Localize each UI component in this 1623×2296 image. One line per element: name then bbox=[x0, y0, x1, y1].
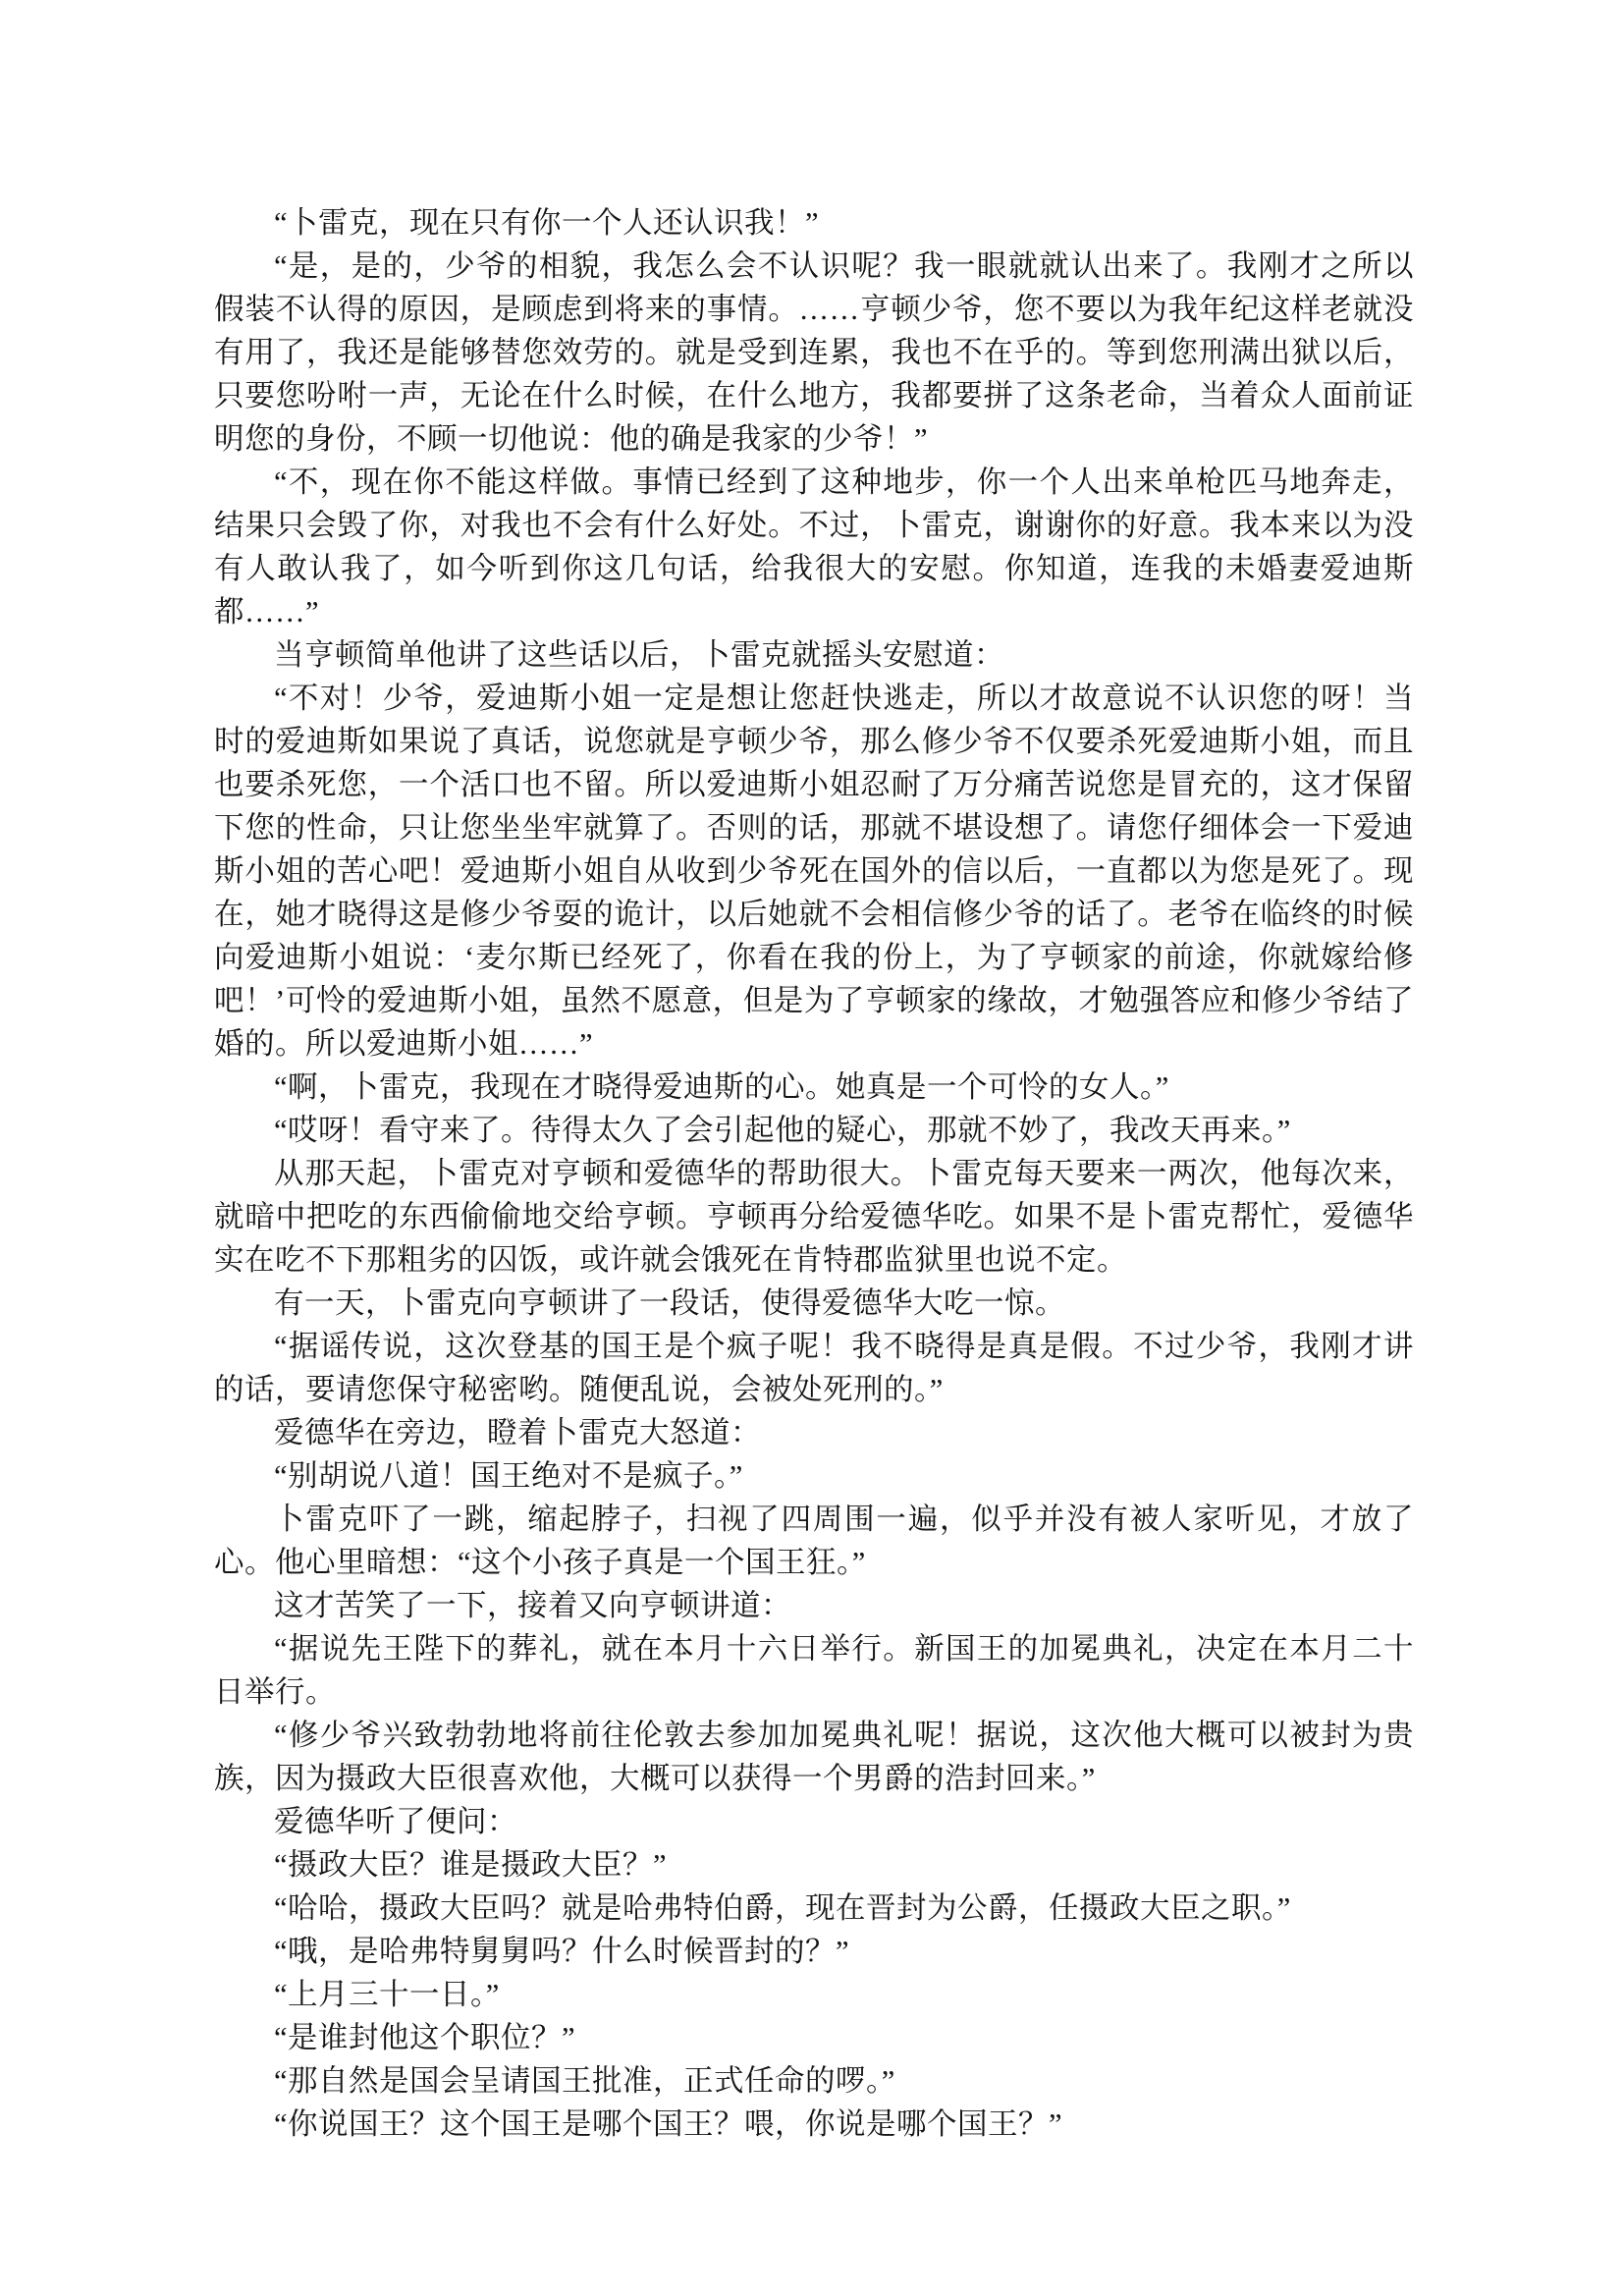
paragraph: 从那天起，卜雷克对亨顿和爱德华的帮助很大。卜雷克每天要来一两次，他每次来，就暗中把吃的东西偷偷地交给亨顿。亨顿再分给爱德华吃。如果不是卜雷克帮忙，爱德华实在吃不下那粗劣的囚饭，或许就会饿死在肯特郡监狱里也说不定。 bbox=[214, 1157, 1414, 1277]
paragraph: “哦，是哈弗特舅舅吗？什么时候晋封的？” bbox=[274, 1935, 850, 1968]
paragraph: 爱德华在旁边，瞪着卜雷克大怒道： bbox=[274, 1416, 761, 1449]
paragraph: “不，现在你不能这样做。事情已经到了这种地步，你一个人出来单枪匹马地奔走，结果只会毁了你，对我也不会有什么好处。不过，卜雷克，谢谢你的好意。我本来以为没有人敢认我了，如今听到你这几句话，给我很大的安慰。你知道，连我的未婚妻爱迪斯都……” bbox=[214, 465, 1414, 629]
paragraph: “修少爷兴致勃勃地将前往伦敦去参加加冕典礼呢！据说，这次他大概可以被封为贵族，因为摄政大臣很喜欢他，大概可以获得一个男爵的浩封回来。” bbox=[214, 1719, 1414, 1795]
paragraph: 当亨顿简单他讲了这些话以后，卜雷克就摇头安慰道： bbox=[274, 638, 1004, 672]
paragraph: “上月三十一日。” bbox=[274, 1978, 500, 2011]
paragraph: “是，是的，少爷的相貌，我怎么会不认识呢？我一眼就就认出来了。我刚才之所以假装不认得的原因，是顾虑到将来的事情。……亨顿少爷，您不要以为我年纪这样老就没有用了，我还是能够替您效劳的。就是受到连累，我也不在乎的。等到您刑满出狱以后，只要您吩咐一声，无论在什么时候，在什么地方，我都要拼了这条老命，当着众人面前证明您的身份，不顾一切他说：他的确是我家的少爷！” bbox=[214, 249, 1414, 456]
paragraph: “别胡说八道！国王绝对不是疯子。” bbox=[274, 1459, 743, 1493]
paragraph: “是谁封他这个职位？” bbox=[274, 2021, 576, 2054]
paragraph: “摄政大臣？谁是摄政大臣？” bbox=[274, 1848, 668, 1882]
paragraph: “你说国王？这个国王是哪个国王？喂，你说是哪个国王？” bbox=[274, 2107, 1063, 2141]
paragraph: “据谣传说，这次登基的国王是个疯子呢！我不晓得是真是假。不过少爷，我刚才讲的话，要请您保守秘密哟。随便乱说，会被处死刑的。” bbox=[214, 1330, 1414, 1406]
paragraph: “哎呀！看守来了。待得太久了会引起他的疑心，那就不妙了，我改天再来。” bbox=[274, 1114, 1291, 1147]
paragraph: “哈哈，摄政大臣吗？就是哈弗特伯爵，现在晋封为公爵，任摄政大臣之职。” bbox=[274, 1891, 1291, 1925]
paragraph: “啊，卜雷克，我现在才晓得爱迪斯的心。她真是一个可怜的女人。” bbox=[274, 1070, 1169, 1104]
paragraph: “据说先王陛下的葬礼，就在本月十六日举行。新国王的加冕典礼，决定在本月二十日举行。 bbox=[214, 1632, 1414, 1709]
paragraph: “不对！少爷，爱迪斯小姐一定是想让您赶快逃走，所以才故意说不认识您的呀！当时的爱迪斯如果说了真话，说您就是亨顿少爷，那么修少爷不仅要杀死爱迪斯小姐，而且也要杀死您，一个活口也不留。所以爱迪斯小姐忍耐了万分痛苦说您是冒充的，这才保留下您的性命，只让您坐坐牢就算了。否则的话，那就不堪设想了。请您仔细体会一下爱迪斯小姐的苦心吧！爱迪斯小姐自从收到少爷死在国外的信以后，一直都以为您是死了。现在，她才晓得这是修少爷耍的诡计，以后她就不会相信修少爷的话了。老爷在临终的时候向爱迪斯小姐说：‘麦尔斯已经死了，你看在我的份上，为了亨顿家的前途，你就嫁给修吧！’可怜的爱迪斯小姐，虽然不愿意，但是为了亨顿家的缘故，才勉强答应和修少爷结了婚的。所以爱迪斯小姐……” bbox=[214, 682, 1414, 1061]
text-block bbox=[214, 201, 1414, 2146]
paragraph: 卜雷克吓了一跳，缩起脖子，扫视了四周围一遍，似乎并没有被人家听见，才放了心。他心里暗想：“这个小孩子真是一个国王狂。” bbox=[214, 1503, 1414, 1579]
paragraph: 这才苦笑了一下，接着又向亨顿讲道： bbox=[274, 1589, 791, 1622]
paragraph: 有一天，卜雷克向亨顿讲了一段话，使得爱德华大吃一惊。 bbox=[274, 1286, 1065, 1320]
paragraph: “那自然是国会呈请国王批准，正式任命的啰。” bbox=[274, 2064, 895, 2098]
paragraph: 爱德华听了便问： bbox=[274, 1805, 517, 1838]
paragraph: “卜雷克，现在只有你一个人还认识我！” bbox=[274, 206, 820, 240]
